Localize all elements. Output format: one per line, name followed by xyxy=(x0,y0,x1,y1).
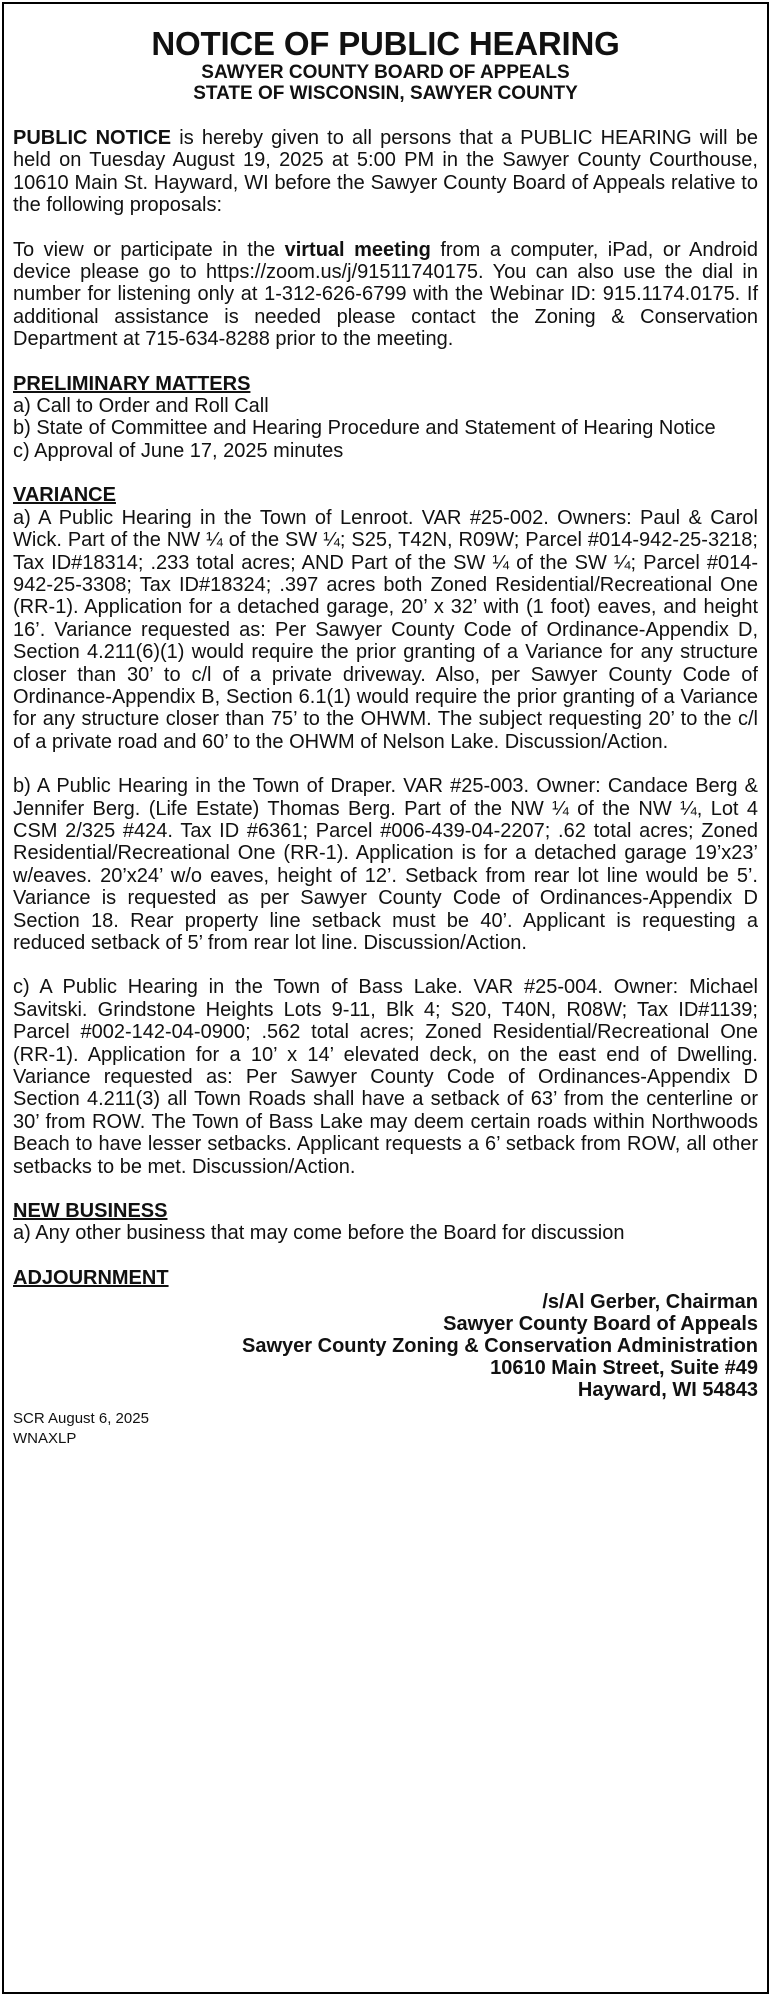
signature-admin: Sawyer County Zoning & Conservation Administration xyxy=(242,1335,758,1358)
virtual-paragraph xyxy=(13,239,758,351)
publication-footer xyxy=(13,1409,758,1449)
notice-subtitle-board: SAWYER COUNTY BOARD OF APPEALS xyxy=(201,62,570,83)
signature-city: Hayward, WI 54843 xyxy=(577,1379,758,1402)
variance-section xyxy=(13,484,758,1178)
notice-subtitle-state: STATE OF WISCONSIN, SAWYER COUNTY xyxy=(193,83,578,104)
preliminary-section xyxy=(13,373,758,463)
preliminary-item: a) Call to Order and Roll Call xyxy=(13,395,269,418)
virtual-post: from a computer, iPad, or Android device please go to https://zoom.us/j/91511740175. You can also use the dial in number for listening only at 1-312-626-6799 with the Webinar ID: 915.1174.0175. If additional assistance is needed please contact the Zoning & Conservation Department at 715-634-8288 prior to the meeting. xyxy=(13,238,758,351)
variance-item-a: a) A Public Hearing in the Town of Lenroot. VAR #25-002. Owners: Paul & Carol Wick. Part of the NW ¼ of the SW ¼; S25, T42N, R09W; Parcel #014-942-25-3218; Tax ID#18314; .233 total acres; AND Part of the SW ¼ of the SW ¼; Parcel #014-942-25-3308; Tax ID#18324; .397 acres both Zoned Residential/Recreational One (RR-1). Application for a detached garage, 20’ x 32’ with (1 foot) eaves, and height 16’. Variance requested as: Per Sawyer County Code of Ordinance-Appendix D, Section 4.211(6)(1) would require the prior granting of a Variance for any structure closer than 30’ to c/l of a private driveway. Also, per Sawyer County Code of Ordinance-Appendix B, Section 6.1(1) would require the prior granting of a Variance for any structure closer than 75’ to the OHWM. The subject requesting 20’ to the c/l of a private road and 60’ to the OHWM of Nelson Lake. Discussion/Action. xyxy=(13,506,758,753)
preliminary-heading: PRELIMINARY MATTERS xyxy=(13,372,251,395)
variance-item-c: c) A Public Hearing in the Town of Bass Lake. VAR #25-004. Owner: Michael Savitski. Grindstone Heights Lots 9-11, Blk 4; S20, T40N, R08W; Tax ID#1139; Parcel #002-142-04-0900; .562 total acres; Zoned Residential/Recreational One (RR-1). Application for a 10’ x 14’ elevated deck, on the east end of Dwelling. Variance requested as: Per Sawyer County Code of Ordinances-Appendix D Section 4.211(3) all Town Roads shall have a setback of 63’ from the centerline or 30’ from ROW. The Town of Bass Lake may deem certain roads within Northwoods Beach to have lesser setbacks. Applicant requests a 6’ setback from ROW, all other setbacks to be met. Discussion/Action. xyxy=(13,976,758,1178)
virtual-bold: virtual meeting xyxy=(284,238,431,261)
publication-code: WNAXLP xyxy=(13,1430,77,1448)
notice-header xyxy=(13,26,758,104)
virtual-pre: To view or participate in the xyxy=(13,238,285,261)
preliminary-item: c) Approval of June 17, 2025 minutes xyxy=(13,439,344,462)
adjournment-section xyxy=(13,1267,758,1289)
adjournment-heading: ADJOURNMENT xyxy=(13,1266,169,1289)
signature-board: Sawyer County Board of Appeals xyxy=(443,1313,758,1336)
publication-date: SCR August 6, 2025 xyxy=(13,1410,149,1428)
signature-name: /s/Al Gerber, Chairman xyxy=(542,1291,758,1314)
new-business-section xyxy=(13,1200,758,1245)
signature-block xyxy=(13,1291,758,1401)
intro-lead: PUBLIC NOTICE xyxy=(13,127,172,149)
signature-street: 10610 Main Street, Suite #49 xyxy=(490,1357,758,1380)
intro-text: is hereby given to all persons that a PUBLIC HEARING will be held on Tuesday August 19, 2025 at 5:00 PM in the Sawyer County Courthouse, 10610 Main St. Hayward, WI before the Sawyer County Board of Appeals relative to the following proposals: xyxy=(13,127,758,217)
new-business-heading: NEW BUSINESS xyxy=(13,1200,168,1223)
variance-item-b: b) A Public Hearing in the Town of Draper. VAR #25-003. Owner: Candace Berg & Jennifer Berg. (Life Estate) Thomas Berg. Part of the NW ¼ of the NW ¼, Lot 4 CSM 2/325 #424. Tax ID #6361; Parcel #006-439-04-2207; .62 total acres; Zoned Residential/Recreational One (RR-1). Application is for a detached garage 19’x23’ w/eaves. 20’x24’ w/o eaves, height of 12’. Setback from rear lot line would be 5’. Variance is requested as per Sawyer County Code of Ordinances-Appendix D Section 18. Rear property line setback must be 40’. Applicant is requesting a reduced setback of 5’ from rear lot line. Discussion/Action. xyxy=(13,775,758,954)
intro-paragraph xyxy=(13,127,758,217)
new-business-item: a) Any other business that may come before the Board for discussion xyxy=(13,1222,625,1245)
variance-heading: VARIANCE xyxy=(13,484,116,507)
public-hearing-notice xyxy=(2,2,769,1994)
notice-title: NOTICE OF PUBLIC HEARING xyxy=(151,25,620,62)
preliminary-item: b) State of Committee and Hearing Procedure and Statement of Hearing Notice xyxy=(13,417,716,440)
